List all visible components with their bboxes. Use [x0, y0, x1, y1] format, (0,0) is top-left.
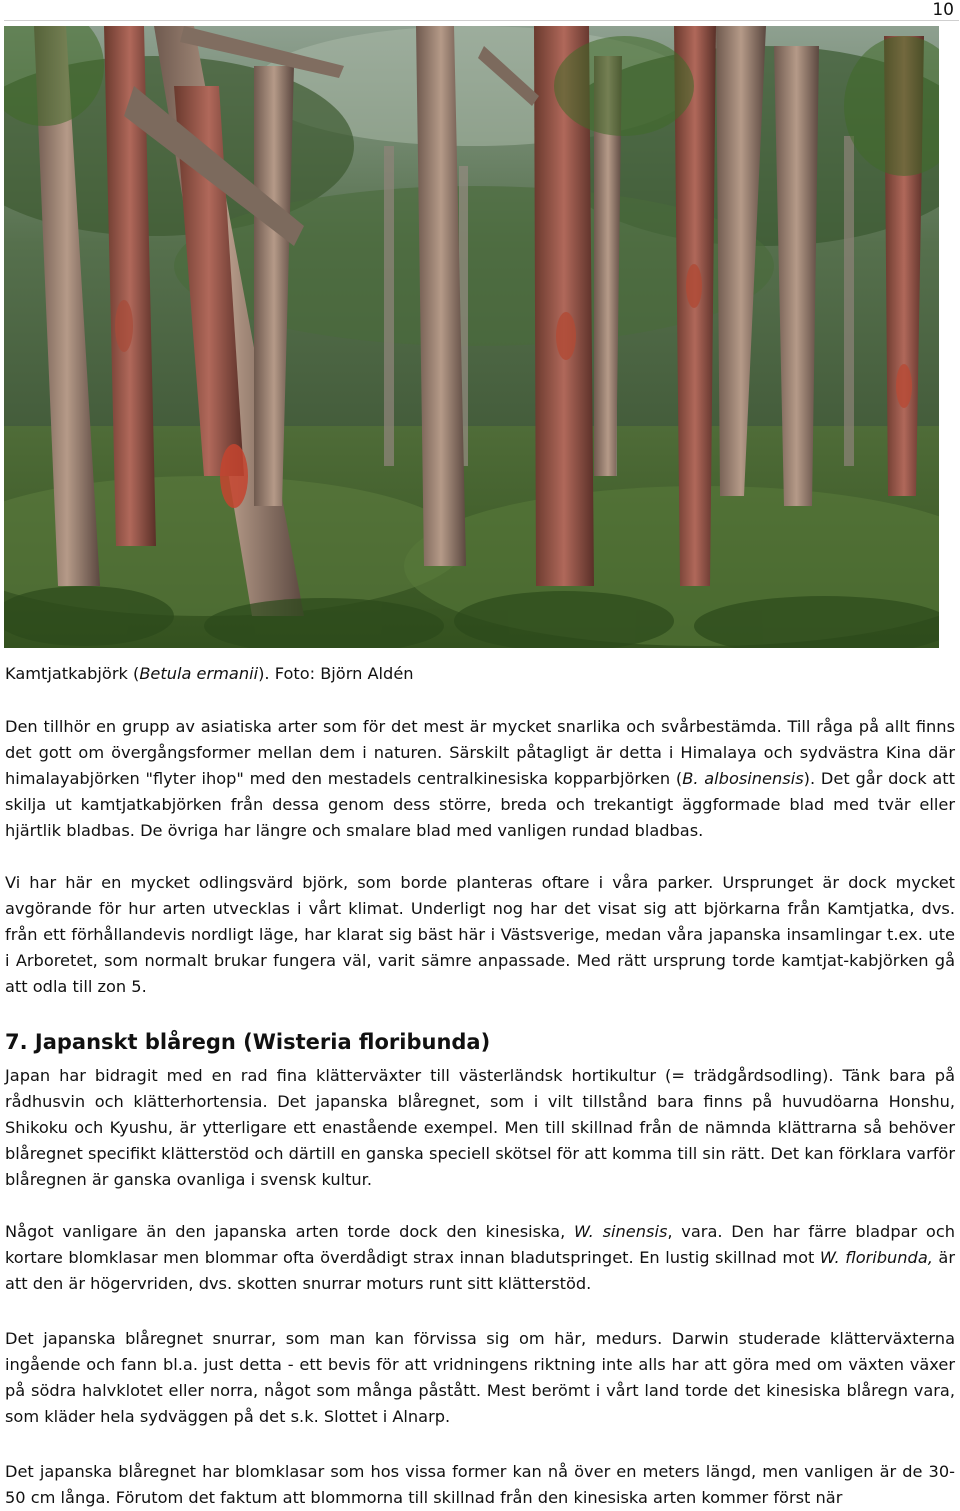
paragraph-4 — [5, 1219, 955, 1297]
caption-prefix: Kamtjatkabjörk ( — [5, 664, 140, 683]
paragraph-4-text-c: är att den är högervriden, dvs. skotten snurrar moturs runt sitt klätterstöd. — [5, 1248, 955, 1293]
page-number: 10 — [932, 0, 954, 20]
birch-forest-illustration — [4, 26, 939, 648]
paragraph-6 — [5, 1459, 955, 1511]
paragraph-1-text-a: Den tillhör en grupp av asiatiska arter som för det mest är mycket snarlika och svårbestämda. Till råga på allt finns det gott om övergångsformer mellan dem i naturen. Särskilt påtagligt är detta i Himalaya och sydvästra Kina där himalayabjörken "flyter ihop" med den mestadels centralkinesiska kopparbjörken ( — [5, 717, 955, 788]
birch-forest-photo — [4, 26, 939, 648]
paragraph-4-latin-a: W. sinensis — [574, 1222, 668, 1241]
header-rule — [4, 20, 959, 21]
paragraph-6-text: Det japanska blåregnet har blomklasar som hos vissa former kan nå över en meters längd, men vanligen är de 30-50 cm långa. Förutom det faktum att blommorna till skillnad från den kinesiska arten kommer först när — [5, 1462, 955, 1507]
paragraph-3 — [5, 1063, 955, 1193]
caption-latin-name: Betula ermanii — [139, 664, 259, 683]
paragraph-2 — [5, 870, 955, 1000]
paragraph-1-text-b: ). Det går dock att skilja ut kamtjatkabjörken från dessa genom dess större, breda och trekantigt äggformade blad med tvär eller hjärtlik bladbas. De övriga har längre och smalare blad med vanligen rundad bladbas. — [5, 769, 955, 840]
paragraph-2-text: Vi har här en mycket odlingsvärd björk, som borde planteras oftare i våra parker. Ursprunget är dock mycket avgörande för hur arten utvecklas i vårt klimat. Underligt nog har det visat sig att björkarna från Kamtjatka, dvs. från ett förhållandevis nordligt läge, har klarat sig bäst här i Västsverige, medan våra japanska insamlingar t.ex. ute i Arboretet, som normalt brukar fungera väl, varit sämre anpassade. Med rätt ursprung torde kamtjat-kabjörken gå att odla till zon 5. — [5, 873, 955, 996]
paragraph-4-latin-b: W. floribunda, — [819, 1248, 933, 1267]
paragraph-5-text: Det japanska blåregnet snurrar, som man kan förvissa sig om här, medurs. Darwin studerade klätterväxterna ingående och fann bl.a. just detta - ett bevis för att vridningens riktning inte alls har att göra med om växten växer på södra halvklotet eller norra, något som många påstått. Mest berömt i vårt land torde det kinesiska blåregn vara, som kläder hela sydväggen på det s.k. Slottet i Alnarp. — [5, 1329, 955, 1426]
paragraph-5 — [5, 1326, 955, 1430]
paragraph-4-text-b: , vara. Den har färre bladpar och kortare blomklasar men blommar ofta överdådigt strax innan bladutspringet. En lustig skillnad mot — [5, 1222, 955, 1267]
paragraph-3-text: Japan har bidragit med en rad fina klätterväxter till västerländsk hortikultur (= trädgårdsodling). Tänk bara på rådhusvin och klätterhortensia. Det japanska blåregnet, som i vilt tillstånd bara finns på huvudöarna Honshu, Shikoku och Kyushu, är ytterligare ett enastående exempel. Men till skillnad från de nämnda klättrarna så behöver blåregnet specifikt klätterstöd och därtill en ganska speciell skötsel för att komma till sin rätt. Det kan förklara varför blåregnen är ganska ovanliga i svensk kultur. — [5, 1066, 955, 1189]
section-heading: 7. Japanskt blåregn (Wisteria floribunda) — [5, 1030, 491, 1054]
photo-caption — [5, 661, 955, 687]
paragraph-1-latin: B. albosinensis — [682, 769, 804, 788]
paragraph-1 — [5, 714, 955, 844]
caption-suffix: ). Foto: Björn Aldén — [258, 664, 414, 683]
paragraph-4-text-a: Något vanligare än den japanska arten torde dock den kinesiska, — [5, 1222, 574, 1241]
